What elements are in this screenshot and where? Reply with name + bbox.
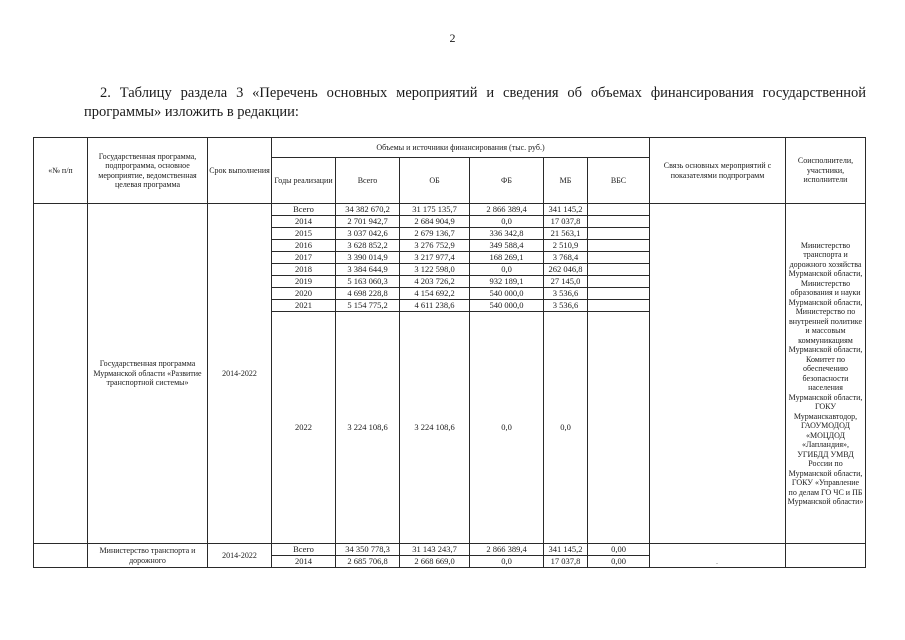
- cell-mb: 0,0: [544, 312, 588, 544]
- subprogram-term: 2014-2022: [208, 544, 272, 568]
- cell-mb: 3 768,4: [544, 252, 588, 264]
- cell-mb: 3 536,6: [544, 300, 588, 312]
- cell-ob: 4 154 692,2: [400, 288, 470, 300]
- cell-vbs: [588, 228, 650, 240]
- cell-mb: 17 037,8: [544, 556, 588, 568]
- funding-table: [33, 137, 866, 568]
- cell-total: 3 628 852,2: [336, 240, 400, 252]
- cell-fb: 0,0: [470, 556, 544, 568]
- cell-fb: 932 189,1: [470, 276, 544, 288]
- program-name: Государственная программа Мурманской области «Развитие транспортной системы»: [88, 204, 208, 544]
- cell-year: 2021: [272, 300, 336, 312]
- cell-fb: 0,0: [470, 264, 544, 276]
- cell-ob: 31 143 243,7: [400, 544, 470, 556]
- cell-total: 2 685 706,8: [336, 556, 400, 568]
- header-ob: ОБ: [400, 158, 470, 204]
- header-total: Всего: [336, 158, 400, 204]
- cell-year: 2014: [272, 556, 336, 568]
- header-mb: МБ: [544, 158, 588, 204]
- cell-fb: 0,0: [470, 312, 544, 544]
- header-no: «№ п/п: [34, 138, 88, 204]
- intro-paragraph: 2. Таблицу раздела 3 «Перечень основных мероприятий и сведения об объемах финансирования государственной программы» изложить в редакции:: [84, 85, 866, 120]
- cell-ob: 4 203 726,2: [400, 276, 470, 288]
- cell-ob: 2 679 136,7: [400, 228, 470, 240]
- header-fb: ФБ: [470, 158, 544, 204]
- header-vbs: ВБС: [588, 158, 650, 204]
- cell-fb: 2 866 389,4: [470, 544, 544, 556]
- cell-fb: 0,0: [470, 216, 544, 228]
- cell-year: 2018: [272, 264, 336, 276]
- cell-vbs: [588, 216, 650, 228]
- cell-year: Всего: [272, 544, 336, 556]
- header-funding: Объемы и источники финансирования (тыс. руб.): [272, 138, 650, 158]
- cell-mb: 17 037,8: [544, 216, 588, 228]
- cell-vbs: 0,00: [588, 556, 650, 568]
- cell-fb: 168 269,1: [470, 252, 544, 264]
- cell-fb: 540 000,0: [470, 288, 544, 300]
- cell-total: 5 163 060,3: [336, 276, 400, 288]
- cell-vbs: [588, 252, 650, 264]
- cell-vbs: [588, 204, 650, 216]
- header-term: Срок выполнения: [208, 138, 272, 204]
- cell-total: 3 384 644,9: [336, 264, 400, 276]
- stray-mark: .: [586, 232, 588, 241]
- cell-fb: 349 588,4: [470, 240, 544, 252]
- cell-fb: 2 866 389,4: [470, 204, 544, 216]
- header-executors: Соисполнители, участники, исполнители: [786, 138, 866, 204]
- cell-year: 2014: [272, 216, 336, 228]
- cell-year: 2015: [272, 228, 336, 240]
- cell-ob: 2 684 904,9: [400, 216, 470, 228]
- table-row: [34, 204, 866, 216]
- cell-year: 2016: [272, 240, 336, 252]
- cell-mb: 2 510,9: [544, 240, 588, 252]
- program-term: 2014-2022: [208, 204, 272, 544]
- cell-vbs: [588, 300, 650, 312]
- cell-mb: 341 145,2: [544, 544, 588, 556]
- row-number-cell: [34, 544, 88, 568]
- cell-ob: 3 276 752,9: [400, 240, 470, 252]
- subprogram-name: Министерство транспорта и дорожного: [88, 544, 208, 568]
- cell-fb: 336 342,8: [470, 228, 544, 240]
- stray-mark: .: [716, 557, 718, 566]
- cell-mb: 262 046,8: [544, 264, 588, 276]
- row-number-cell: [34, 204, 88, 544]
- cell-total: 34 382 670,2: [336, 204, 400, 216]
- cell-vbs: [588, 276, 650, 288]
- cell-year: 2019: [272, 276, 336, 288]
- cell-total: 3 224 108,6: [336, 312, 400, 544]
- cell-ob: 3 217 977,4: [400, 252, 470, 264]
- cell-vbs: 0,00: [588, 544, 650, 556]
- cell-total: 34 350 778,3: [336, 544, 400, 556]
- page-number: 2: [449, 31, 456, 45]
- cell-mb: 27 145,0: [544, 276, 588, 288]
- cell-vbs: [588, 264, 650, 276]
- cell-year: Всего: [272, 204, 336, 216]
- cell-vbs: [588, 240, 650, 252]
- header-program: Государственная программа, подпрограмма, основное мероприятие, ведомственная целевая программа: [88, 138, 208, 204]
- cell-ob: 4 611 238,6: [400, 300, 470, 312]
- cell-vbs: [588, 288, 650, 300]
- cell-total: 4 698 228,8: [336, 288, 400, 300]
- cell-vbs: [588, 312, 650, 544]
- cell-ob: 3 224 108,6: [400, 312, 470, 544]
- cell-mb: 21 563,1: [544, 228, 588, 240]
- link-cell: [650, 204, 786, 544]
- cell-ob: 2 668 669,0: [400, 556, 470, 568]
- executors-cell: [786, 544, 866, 568]
- cell-year: 2017: [272, 252, 336, 264]
- cell-fb: 540 000,0: [470, 300, 544, 312]
- cell-total: 3 037 042,6: [336, 228, 400, 240]
- cell-year: 2022: [272, 312, 336, 544]
- cell-year: 2020: [272, 288, 336, 300]
- cell-mb: 3 536,6: [544, 288, 588, 300]
- program-executors: Министерство транспорта и дорожного хозяйства Мурманской области, Министерство образования и науки Мурманской области, Министерство по внутренней политике и массовым коммуникациям Мурманской области, Комитет по обеспечению безопасности населения Мурманской области, ГОКУ Мурманскавтодор, ГАОУМОДОД «МОЦДОД «Лапландия», УГИБДД УМВД России по Мурманской области, ГОКУ «Управление по делам ГО ЧС и ПБ Мурманской области»: [786, 204, 866, 544]
- cell-total: 3 390 014,9: [336, 252, 400, 264]
- cell-total: 2 701 942,7: [336, 216, 400, 228]
- cell-total: 5 154 775,2: [336, 300, 400, 312]
- cell-mb: 341 145,2: [544, 204, 588, 216]
- table-row: [34, 544, 866, 556]
- cell-ob: 3 122 598,0: [400, 264, 470, 276]
- header-link: Связь основных мероприятий с показателями подпрограмм: [650, 138, 786, 204]
- cell-ob: 31 175 135,7: [400, 204, 470, 216]
- header-years: Годы реализации: [272, 158, 336, 204]
